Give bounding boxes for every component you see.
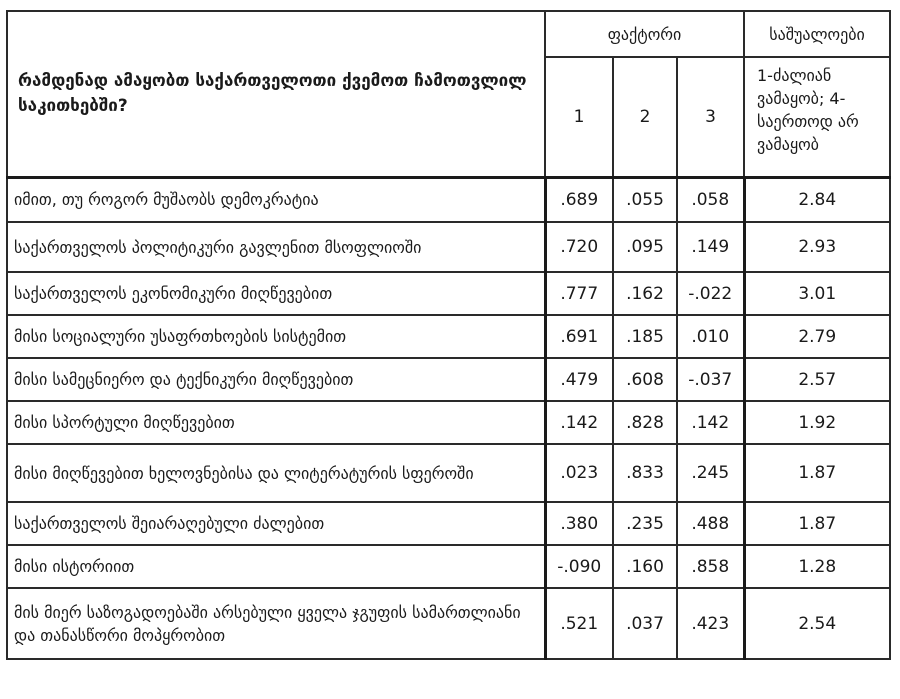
factor-3-loading: -.022 <box>677 272 744 315</box>
table-row <box>7 401 890 444</box>
row-label: მისი სამეცნიერო და ტექნიკური მიღწევებით <box>7 358 545 401</box>
table-row <box>7 588 890 659</box>
factor-2-loading: .828 <box>613 401 677 444</box>
mean-value: 2.93 <box>744 222 890 272</box>
table-row <box>7 222 890 272</box>
table-row <box>7 502 890 545</box>
factor-analysis-table <box>6 10 891 660</box>
mean-header: საშუალოები <box>744 11 890 57</box>
row-label: საქართველოს ეკონომიკური მიღწევებით <box>7 272 545 315</box>
factor-2-loading: .160 <box>613 545 677 588</box>
factor-2-loading: .037 <box>613 588 677 659</box>
factor-2-loading: .833 <box>613 444 677 502</box>
row-label: საქართველოს პოლიტიკური გავლენით მსოფლიოში <box>7 222 545 272</box>
factor-1-loading: .479 <box>545 358 613 401</box>
factor-3-loading: -.037 <box>677 358 744 401</box>
factor-1-loading: .777 <box>545 272 613 315</box>
factor-2-loading: .055 <box>613 177 677 222</box>
factor-1-loading: .521 <box>545 588 613 659</box>
table-row <box>7 272 890 315</box>
factor-1-loading: .691 <box>545 315 613 358</box>
table-row <box>7 315 890 358</box>
mean-value: 1.28 <box>744 545 890 588</box>
table-row <box>7 358 890 401</box>
factor-3-loading: .488 <box>677 502 744 545</box>
mean-value: 1.92 <box>744 401 890 444</box>
scale-note: 1-ძალიან ვამაყობ; 4- საერთოდ არ ვამაყობ <box>744 57 890 177</box>
mean-value: 1.87 <box>744 444 890 502</box>
factor-3-loading: .149 <box>677 222 744 272</box>
factor-number-2: 2 <box>613 57 677 177</box>
factor-1-loading: -.090 <box>545 545 613 588</box>
factor-3-loading: .010 <box>677 315 744 358</box>
row-label: მის მიერ საზოგადოებაში არსებული ყველა ჯგუფის სამართლიანი და თანასწორი მოპყრობით <box>7 588 545 659</box>
table-row <box>7 545 890 588</box>
row-label: მისი მიღწევებით ხელოვნებისა და ლიტერატურის სფეროში <box>7 444 545 502</box>
row-label: მისი სპორტული მიღწევებით <box>7 401 545 444</box>
row-label: იმით, თუ როგორ მუშაობს დემოკრატია <box>7 177 545 222</box>
factor-3-loading: .423 <box>677 588 744 659</box>
factor-2-loading: .095 <box>613 222 677 272</box>
factor-1-loading: .689 <box>545 177 613 222</box>
factor-header: ფაქტორი <box>545 11 744 57</box>
factor-3-loading: .245 <box>677 444 744 502</box>
factor-2-loading: .185 <box>613 315 677 358</box>
row-label: მისი სოციალური უსაფრთხოების სისტემით <box>7 315 545 358</box>
factor-1-loading: .720 <box>545 222 613 272</box>
mean-value: 1.87 <box>744 502 890 545</box>
factor-3-loading: .858 <box>677 545 744 588</box>
factor-1-loading: .380 <box>545 502 613 545</box>
table-row <box>7 444 890 502</box>
row-label: საქართველოს შეიარაღებული ძალებით <box>7 502 545 545</box>
factor-3-loading: .058 <box>677 177 744 222</box>
factor-1-loading: .023 <box>545 444 613 502</box>
mean-value: 2.57 <box>744 358 890 401</box>
factor-number-1: 1 <box>545 57 613 177</box>
factor-3-loading: .142 <box>677 401 744 444</box>
mean-value: 2.54 <box>744 588 890 659</box>
factor-number-3: 3 <box>677 57 744 177</box>
factor-2-loading: .162 <box>613 272 677 315</box>
factor-1-loading: .142 <box>545 401 613 444</box>
table-row <box>7 177 890 222</box>
question-header: რამდენად ამაყობთ საქართველოთი ქვემოთ ჩამოთვლილ საკითხებში? <box>7 11 545 177</box>
row-label: მისი ისტორიით <box>7 545 545 588</box>
mean-value: 2.79 <box>744 315 890 358</box>
factor-2-loading: .608 <box>613 358 677 401</box>
mean-value: 2.84 <box>744 177 890 222</box>
mean-value: 3.01 <box>744 272 890 315</box>
factor-2-loading: .235 <box>613 502 677 545</box>
